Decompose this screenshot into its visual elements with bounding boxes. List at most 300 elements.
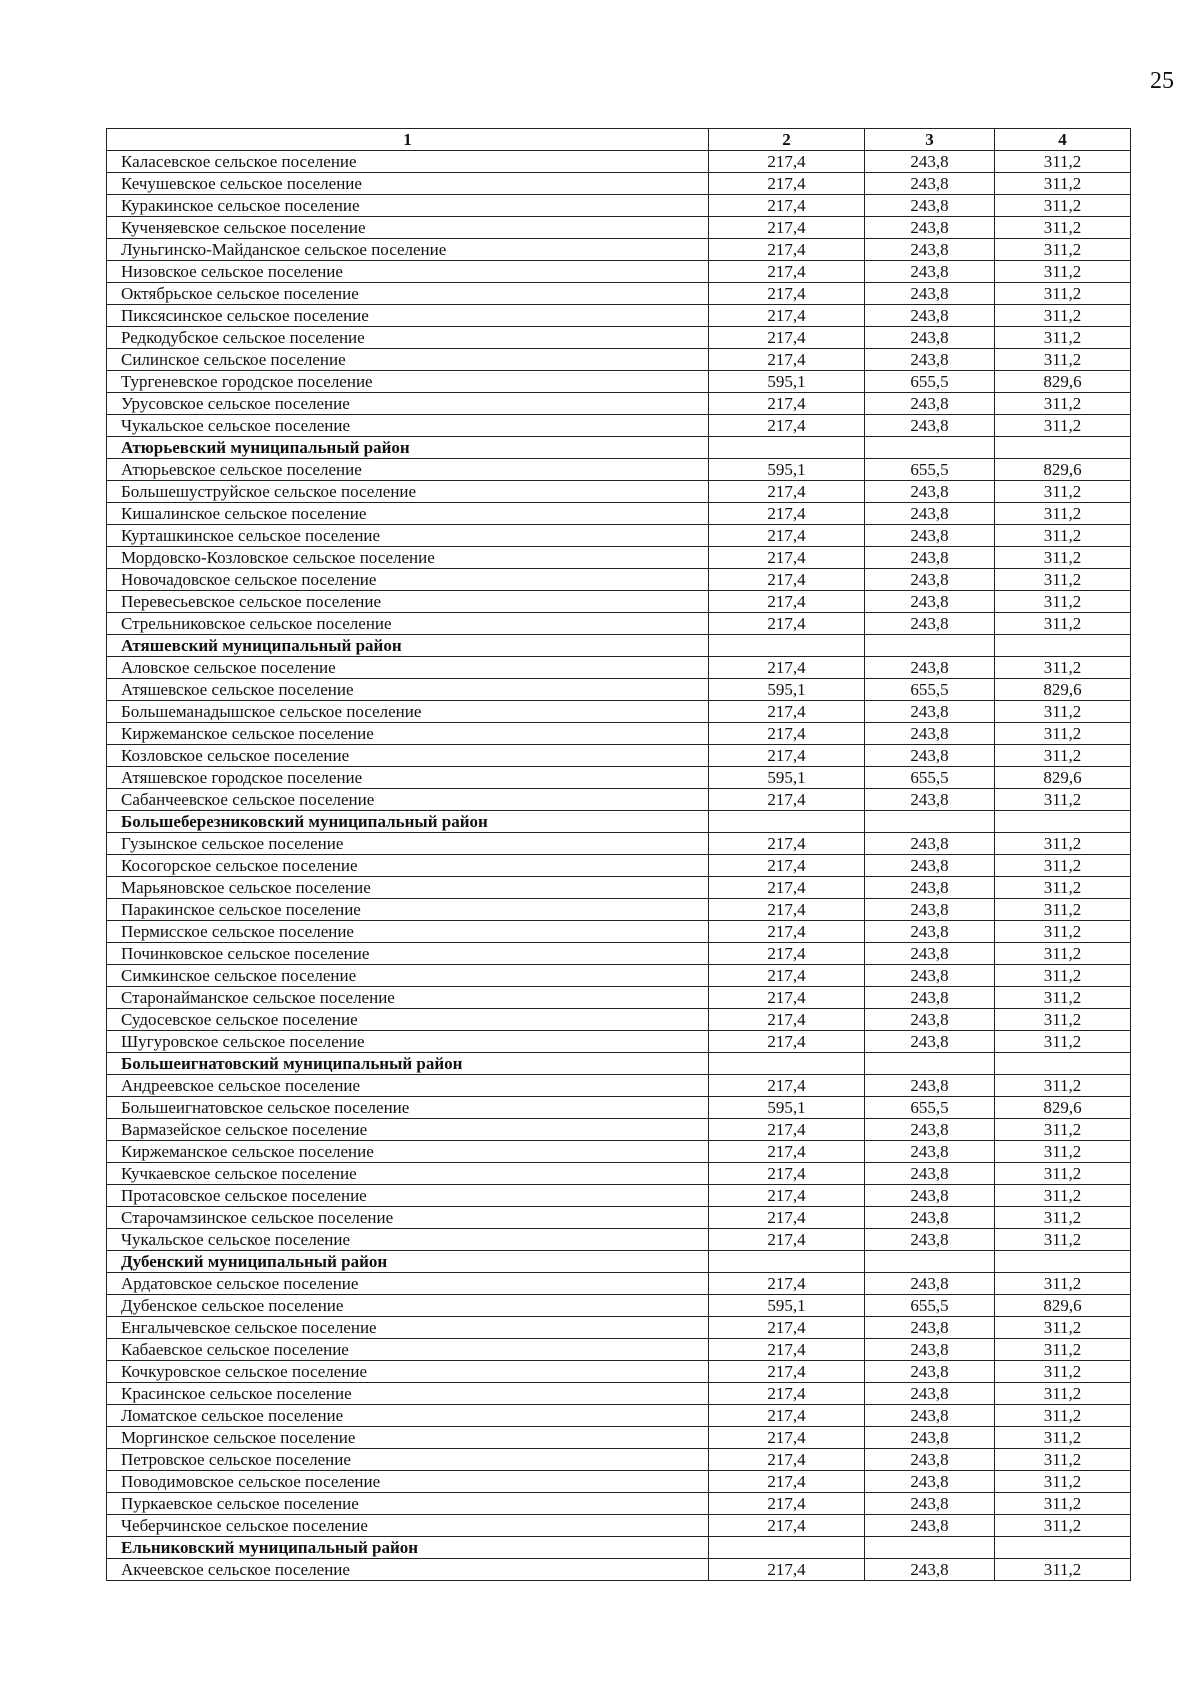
value-col-3-cell: 243,8	[865, 1009, 995, 1031]
value-col-4-cell: 311,2	[995, 965, 1131, 987]
value-col-2-cell	[709, 811, 865, 833]
settlement-name-cell: Кочкуровское сельское поселение	[107, 1361, 709, 1383]
value-col-4-cell: 311,2	[995, 1009, 1131, 1031]
value-col-4-cell: 311,2	[995, 1317, 1131, 1339]
value-col-4-cell: 311,2	[995, 1361, 1131, 1383]
settlement-name-cell: Старочамзинское сельское поселение	[107, 1207, 709, 1229]
value-col-4-cell: 311,2	[995, 1383, 1131, 1405]
value-col-3-cell: 243,8	[865, 833, 995, 855]
value-col-2-cell: 217,4	[709, 745, 865, 767]
value-col-2-cell: 217,4	[709, 899, 865, 921]
table-row	[107, 1229, 1131, 1251]
value-col-3-cell: 243,8	[865, 327, 995, 349]
value-col-2-cell: 217,4	[709, 789, 865, 811]
settlement-name-cell: Акчеевское сельское поселение	[107, 1559, 709, 1581]
table-row	[107, 261, 1131, 283]
table-row	[107, 503, 1131, 525]
value-col-3-cell: 243,8	[865, 899, 995, 921]
value-col-3-cell	[865, 437, 995, 459]
value-col-4-cell: 311,2	[995, 173, 1131, 195]
value-col-4-cell: 311,2	[995, 987, 1131, 1009]
settlement-name-cell: Пуркаевское сельское поселение	[107, 1493, 709, 1515]
settlement-name-cell: Киржеманское сельское поселение	[107, 723, 709, 745]
table-row	[107, 1559, 1131, 1581]
table-row	[107, 789, 1131, 811]
value-col-4-cell	[995, 811, 1131, 833]
value-col-3-cell: 243,8	[865, 1185, 995, 1207]
settlement-name-cell: Козловское сельское поселение	[107, 745, 709, 767]
value-col-2-cell: 595,1	[709, 1097, 865, 1119]
value-col-2-cell: 217,4	[709, 239, 865, 261]
value-col-4-cell: 311,2	[995, 899, 1131, 921]
value-col-3-cell: 243,8	[865, 591, 995, 613]
value-col-3-cell: 243,8	[865, 1207, 995, 1229]
value-col-4-cell: 311,2	[995, 1449, 1131, 1471]
table-row	[107, 1361, 1131, 1383]
settlement-name-cell: Ломатское сельское поселение	[107, 1405, 709, 1427]
table-row	[107, 415, 1131, 437]
value-col-4-cell: 311,2	[995, 503, 1131, 525]
settlement-name-cell: Мордовско-Козловское сельское поселение	[107, 547, 709, 569]
table-row	[107, 1515, 1131, 1537]
value-col-3-cell	[865, 1251, 995, 1273]
table-row	[107, 1405, 1131, 1427]
value-col-2-cell: 217,4	[709, 1317, 865, 1339]
value-col-4-cell: 311,2	[995, 1273, 1131, 1295]
header-col-2: 2	[709, 129, 865, 151]
value-col-3-cell: 243,8	[865, 305, 995, 327]
value-col-3-cell: 243,8	[865, 415, 995, 437]
value-col-4-cell: 311,2	[995, 305, 1131, 327]
value-col-3-cell: 655,5	[865, 371, 995, 393]
table-row	[107, 1119, 1131, 1141]
settlement-name-cell: Атяшевское городское поселение	[107, 767, 709, 789]
settlement-name-cell: Кишалинское сельское поселение	[107, 503, 709, 525]
value-col-4-cell: 311,2	[995, 283, 1131, 305]
value-col-3-cell: 243,8	[865, 349, 995, 371]
value-col-2-cell: 217,4	[709, 195, 865, 217]
value-col-4-cell: 311,2	[995, 393, 1131, 415]
value-col-2-cell: 217,4	[709, 1515, 865, 1537]
value-col-2-cell: 217,4	[709, 701, 865, 723]
settlement-name-cell: Тургеневское городское поселение	[107, 371, 709, 393]
value-col-3-cell: 243,8	[865, 1405, 995, 1427]
value-col-4-cell: 311,2	[995, 415, 1131, 437]
settlement-name-cell: Чукальское сельское поселение	[107, 415, 709, 437]
value-col-4-cell: 311,2	[995, 745, 1131, 767]
table-row	[107, 459, 1131, 481]
value-col-3-cell: 243,8	[865, 1119, 995, 1141]
value-col-4-cell: 311,2	[995, 1185, 1131, 1207]
value-col-2-cell: 217,4	[709, 1185, 865, 1207]
value-col-3-cell: 243,8	[865, 1559, 995, 1581]
value-col-4-cell: 311,2	[995, 943, 1131, 965]
settlement-name-cell: Октябрьское сельское поселение	[107, 283, 709, 305]
value-col-4-cell: 311,2	[995, 723, 1131, 745]
value-col-2-cell: 217,4	[709, 1449, 865, 1471]
page-number: 25	[1150, 68, 1174, 94]
value-col-3-cell: 243,8	[865, 547, 995, 569]
value-col-4-cell: 829,6	[995, 1097, 1131, 1119]
table-row	[107, 327, 1131, 349]
settlement-name-cell: Каласевское сельское поселение	[107, 151, 709, 173]
value-col-2-cell: 217,4	[709, 547, 865, 569]
district-header-row	[107, 1251, 1131, 1273]
value-col-4-cell: 311,2	[995, 591, 1131, 613]
value-col-4-cell: 311,2	[995, 261, 1131, 283]
settlement-name-cell: Ардатовское сельское поселение	[107, 1273, 709, 1295]
value-col-3-cell: 243,8	[865, 987, 995, 1009]
value-col-3-cell: 655,5	[865, 1097, 995, 1119]
table-row	[107, 833, 1131, 855]
value-col-2-cell	[709, 635, 865, 657]
value-col-2-cell: 595,1	[709, 459, 865, 481]
value-col-3-cell: 243,8	[865, 1141, 995, 1163]
value-col-3-cell: 243,8	[865, 239, 995, 261]
value-col-2-cell: 217,4	[709, 393, 865, 415]
table-row	[107, 1295, 1131, 1317]
data-table	[106, 128, 1131, 1581]
value-col-2-cell: 217,4	[709, 1559, 865, 1581]
settlement-name-cell: Сабанчеевское сельское поселение	[107, 789, 709, 811]
value-col-4-cell: 311,2	[995, 855, 1131, 877]
value-col-2-cell: 217,4	[709, 415, 865, 437]
table-row	[107, 1141, 1131, 1163]
header-col-1: 1	[107, 129, 709, 151]
table-row	[107, 723, 1131, 745]
value-col-2-cell: 217,4	[709, 1009, 865, 1031]
value-col-3-cell: 243,8	[865, 1075, 995, 1097]
value-col-2-cell: 217,4	[709, 1119, 865, 1141]
value-col-3-cell: 243,8	[865, 1339, 995, 1361]
value-col-4-cell: 829,6	[995, 459, 1131, 481]
district-header-row	[107, 635, 1131, 657]
value-col-3-cell: 243,8	[865, 1471, 995, 1493]
settlement-name-cell: Паракинское сельское поселение	[107, 899, 709, 921]
table-row	[107, 657, 1131, 679]
settlement-name-cell: Кучкаевское сельское поселение	[107, 1163, 709, 1185]
table-row	[107, 613, 1131, 635]
settlement-name-cell: Дубенское сельское поселение	[107, 1295, 709, 1317]
value-col-2-cell: 217,4	[709, 283, 865, 305]
value-col-3-cell: 243,8	[865, 745, 995, 767]
value-col-2-cell: 217,4	[709, 173, 865, 195]
value-col-2-cell: 217,4	[709, 921, 865, 943]
value-col-2-cell: 217,4	[709, 943, 865, 965]
value-col-4-cell	[995, 1053, 1131, 1075]
settlement-name-cell: Протасовское сельское поселение	[107, 1185, 709, 1207]
value-col-3-cell: 243,8	[865, 1427, 995, 1449]
table-row	[107, 1185, 1131, 1207]
table-row	[107, 745, 1131, 767]
value-col-2-cell: 217,4	[709, 349, 865, 371]
value-col-2-cell: 217,4	[709, 327, 865, 349]
settlement-name-cell: Аловское сельское поселение	[107, 657, 709, 679]
value-col-4-cell: 311,2	[995, 1515, 1131, 1537]
table-row	[107, 1097, 1131, 1119]
settlement-name-cell: Луньгинско-Майданское сельское поселение	[107, 239, 709, 261]
value-col-4-cell: 829,6	[995, 767, 1131, 789]
value-col-4-cell	[995, 1537, 1131, 1559]
settlement-name-cell: Кабаевское сельское поселение	[107, 1339, 709, 1361]
value-col-2-cell: 217,4	[709, 591, 865, 613]
value-col-4-cell: 311,2	[995, 1141, 1131, 1163]
value-col-3-cell: 243,8	[865, 613, 995, 635]
table-row	[107, 1471, 1131, 1493]
table-row	[107, 481, 1131, 503]
table-row	[107, 525, 1131, 547]
value-col-4-cell: 311,2	[995, 1339, 1131, 1361]
value-col-3-cell: 243,8	[865, 789, 995, 811]
value-col-4-cell: 311,2	[995, 195, 1131, 217]
value-col-3-cell: 243,8	[865, 503, 995, 525]
settlement-name-cell: Косогорское сельское поселение	[107, 855, 709, 877]
table-row	[107, 943, 1131, 965]
value-col-3-cell: 243,8	[865, 1449, 995, 1471]
district-name-cell: Дубенский муниципальный район	[107, 1251, 709, 1273]
table-row	[107, 1493, 1131, 1515]
settlement-name-cell: Симкинское сельское поселение	[107, 965, 709, 987]
value-col-4-cell: 311,2	[995, 481, 1131, 503]
table-row	[107, 921, 1131, 943]
table-row	[107, 1317, 1131, 1339]
value-col-3-cell	[865, 1053, 995, 1075]
value-col-3-cell: 243,8	[865, 1273, 995, 1295]
value-col-4-cell: 311,2	[995, 701, 1131, 723]
settlement-name-cell: Марьяновское сельское поселение	[107, 877, 709, 899]
value-col-2-cell: 217,4	[709, 1493, 865, 1515]
settlement-name-cell: Андреевское сельское поселение	[107, 1075, 709, 1097]
table-row	[107, 899, 1131, 921]
settlement-name-cell: Красинское сельское поселение	[107, 1383, 709, 1405]
settlement-name-cell: Чукальское сельское поселение	[107, 1229, 709, 1251]
value-col-2-cell	[709, 437, 865, 459]
settlement-name-cell: Курташкинское сельское поселение	[107, 525, 709, 547]
value-col-2-cell: 217,4	[709, 1405, 865, 1427]
table-row	[107, 1031, 1131, 1053]
value-col-4-cell: 311,2	[995, 1471, 1131, 1493]
value-col-2-cell: 595,1	[709, 1295, 865, 1317]
value-col-3-cell: 243,8	[865, 877, 995, 899]
value-col-3-cell: 243,8	[865, 283, 995, 305]
value-col-4-cell: 311,2	[995, 327, 1131, 349]
district-name-cell: Атюрьевский муниципальный район	[107, 437, 709, 459]
value-col-2-cell: 217,4	[709, 1075, 865, 1097]
table-row	[107, 1075, 1131, 1097]
value-col-3-cell: 243,8	[865, 1229, 995, 1251]
value-col-2-cell: 217,4	[709, 569, 865, 591]
district-header-row	[107, 1537, 1131, 1559]
settlement-name-cell: Шугуровское сельское поселение	[107, 1031, 709, 1053]
value-col-2-cell: 217,4	[709, 1031, 865, 1053]
value-col-3-cell: 243,8	[865, 1493, 995, 1515]
table-row	[107, 173, 1131, 195]
settlement-name-cell: Кученяевское сельское поселение	[107, 217, 709, 239]
table-row	[107, 151, 1131, 173]
value-col-3-cell: 243,8	[865, 525, 995, 547]
value-col-4-cell: 311,2	[995, 1075, 1131, 1097]
settlement-name-cell: Низовское сельское поселение	[107, 261, 709, 283]
district-header-row	[107, 437, 1131, 459]
value-col-4-cell: 311,2	[995, 657, 1131, 679]
settlement-name-cell: Урусовское сельское поселение	[107, 393, 709, 415]
table-row	[107, 1207, 1131, 1229]
value-col-3-cell: 243,8	[865, 855, 995, 877]
value-col-3-cell: 655,5	[865, 679, 995, 701]
value-col-2-cell: 217,4	[709, 877, 865, 899]
value-col-4-cell: 311,2	[995, 789, 1131, 811]
table-row	[107, 855, 1131, 877]
table-row	[107, 987, 1131, 1009]
district-name-cell: Большеберезниковский муниципальный район	[107, 811, 709, 833]
value-col-3-cell: 243,8	[865, 701, 995, 723]
header-row	[107, 129, 1131, 151]
value-col-3-cell	[865, 1537, 995, 1559]
table-row	[107, 547, 1131, 569]
value-col-4-cell: 311,2	[995, 877, 1131, 899]
settlement-name-cell: Пермисское сельское поселение	[107, 921, 709, 943]
value-col-2-cell	[709, 1537, 865, 1559]
settlement-name-cell: Пиксясинское сельское поселение	[107, 305, 709, 327]
value-col-2-cell: 217,4	[709, 525, 865, 547]
table-row	[107, 283, 1131, 305]
value-col-2-cell: 595,1	[709, 679, 865, 701]
settlement-name-cell: Большеигнатовское сельское поселение	[107, 1097, 709, 1119]
table-row	[107, 1009, 1131, 1031]
table-row	[107, 1339, 1131, 1361]
settlement-name-cell: Енгалычевское сельское поселение	[107, 1317, 709, 1339]
value-col-3-cell: 243,8	[865, 1031, 995, 1053]
value-col-3-cell: 243,8	[865, 173, 995, 195]
value-col-2-cell: 217,4	[709, 1273, 865, 1295]
value-col-2-cell: 217,4	[709, 723, 865, 745]
value-col-3-cell: 243,8	[865, 393, 995, 415]
value-col-4-cell: 311,2	[995, 547, 1131, 569]
value-col-2-cell	[709, 1053, 865, 1075]
table-row	[107, 349, 1131, 371]
value-col-3-cell: 243,8	[865, 657, 995, 679]
value-col-4-cell: 829,6	[995, 1295, 1131, 1317]
value-col-3-cell: 243,8	[865, 481, 995, 503]
value-col-2-cell: 217,4	[709, 1163, 865, 1185]
value-col-4-cell: 311,2	[995, 1427, 1131, 1449]
table-body	[107, 151, 1131, 1581]
table-row	[107, 1427, 1131, 1449]
value-col-4-cell: 311,2	[995, 349, 1131, 371]
value-col-2-cell: 217,4	[709, 305, 865, 327]
settlement-name-cell: Куракинское сельское поселение	[107, 195, 709, 217]
settlement-name-cell: Петровское сельское поселение	[107, 1449, 709, 1471]
value-col-2-cell: 217,4	[709, 855, 865, 877]
value-col-2-cell: 217,4	[709, 151, 865, 173]
table-row	[107, 393, 1131, 415]
value-col-3-cell: 243,8	[865, 1361, 995, 1383]
value-col-3-cell: 243,8	[865, 965, 995, 987]
settlement-name-cell: Кечушевское сельское поселение	[107, 173, 709, 195]
value-col-4-cell: 311,2	[995, 569, 1131, 591]
value-col-2-cell: 595,1	[709, 767, 865, 789]
settlement-name-cell: Большеманадышское сельское поселение	[107, 701, 709, 723]
value-col-3-cell: 243,8	[865, 195, 995, 217]
value-col-4-cell: 311,2	[995, 1493, 1131, 1515]
value-col-2-cell: 595,1	[709, 371, 865, 393]
settlement-name-cell: Моргинское сельское поселение	[107, 1427, 709, 1449]
value-col-2-cell: 217,4	[709, 1339, 865, 1361]
value-col-2-cell: 217,4	[709, 613, 865, 635]
value-col-4-cell: 311,2	[995, 1163, 1131, 1185]
value-col-4-cell: 311,2	[995, 525, 1131, 547]
value-col-3-cell: 243,8	[865, 1317, 995, 1339]
value-col-3-cell	[865, 811, 995, 833]
table-row	[107, 371, 1131, 393]
value-col-2-cell: 217,4	[709, 987, 865, 1009]
value-col-4-cell: 311,2	[995, 217, 1131, 239]
settlement-name-cell: Поводимовское сельское поселение	[107, 1471, 709, 1493]
value-col-4-cell: 311,2	[995, 1031, 1131, 1053]
table-row	[107, 217, 1131, 239]
value-col-3-cell: 243,8	[865, 1163, 995, 1185]
settlement-name-cell: Киржеманское сельское поселение	[107, 1141, 709, 1163]
settlement-name-cell: Стрельниковское сельское поселение	[107, 613, 709, 635]
value-col-2-cell: 217,4	[709, 1383, 865, 1405]
value-col-4-cell: 311,2	[995, 921, 1131, 943]
value-col-4-cell: 311,2	[995, 833, 1131, 855]
value-col-3-cell: 243,8	[865, 723, 995, 745]
value-col-3-cell: 655,5	[865, 767, 995, 789]
value-col-3-cell: 243,8	[865, 217, 995, 239]
value-col-3-cell: 243,8	[865, 261, 995, 283]
district-header-row	[107, 1053, 1131, 1075]
settlement-name-cell: Силинское сельское поселение	[107, 349, 709, 371]
value-col-3-cell: 243,8	[865, 569, 995, 591]
value-col-4-cell: 311,2	[995, 1405, 1131, 1427]
value-col-3-cell: 655,5	[865, 1295, 995, 1317]
value-col-3-cell	[865, 635, 995, 657]
settlement-name-cell: Чеберчинское сельское поселение	[107, 1515, 709, 1537]
value-col-2-cell	[709, 1251, 865, 1273]
value-col-4-cell: 829,6	[995, 679, 1131, 701]
value-col-2-cell: 217,4	[709, 965, 865, 987]
settlement-name-cell: Атяшевское сельское поселение	[107, 679, 709, 701]
value-col-2-cell: 217,4	[709, 1471, 865, 1493]
table-row	[107, 767, 1131, 789]
settlement-name-cell: Старонайманское сельское поселение	[107, 987, 709, 1009]
value-col-2-cell: 217,4	[709, 481, 865, 503]
table-row	[107, 195, 1131, 217]
table-row	[107, 1449, 1131, 1471]
value-col-4-cell: 311,2	[995, 151, 1131, 173]
value-col-4-cell: 311,2	[995, 1229, 1131, 1251]
value-col-2-cell: 217,4	[709, 1141, 865, 1163]
table-row	[107, 679, 1131, 701]
value-col-4-cell: 829,6	[995, 371, 1131, 393]
value-col-4-cell	[995, 437, 1131, 459]
table-row	[107, 701, 1131, 723]
table-row	[107, 239, 1131, 261]
value-col-2-cell: 217,4	[709, 1361, 865, 1383]
header-col-3: 3	[865, 129, 995, 151]
district-name-cell: Атяшевский муниципальный район	[107, 635, 709, 657]
value-col-3-cell: 243,8	[865, 1515, 995, 1537]
table-row	[107, 965, 1131, 987]
table-row	[107, 1163, 1131, 1185]
table-row	[107, 1273, 1131, 1295]
value-col-2-cell: 217,4	[709, 833, 865, 855]
table-row	[107, 569, 1131, 591]
value-col-2-cell: 217,4	[709, 1229, 865, 1251]
settlement-name-cell: Большешуструйское сельское поселение	[107, 481, 709, 503]
value-col-4-cell: 311,2	[995, 1559, 1131, 1581]
